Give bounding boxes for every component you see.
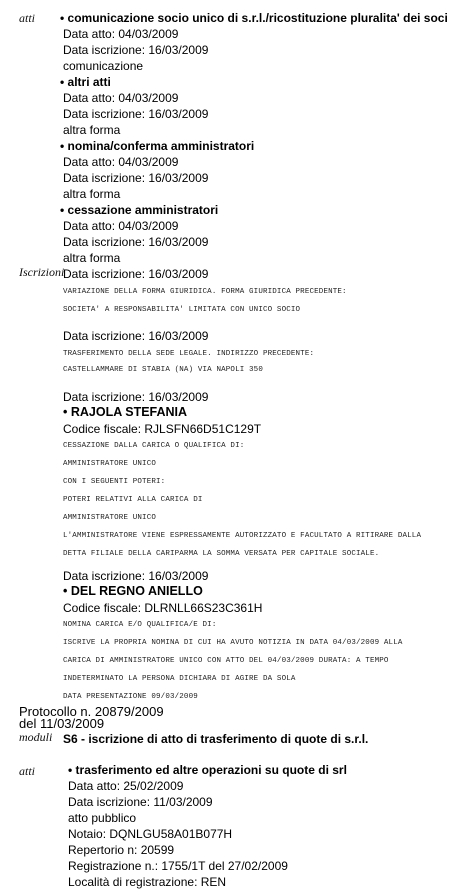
atto-data-iscrizione: Data iscrizione: 16/03/2009 <box>63 43 209 57</box>
atti-label: atti <box>19 11 36 25</box>
atto-forma: altra forma <box>63 123 121 137</box>
iscrizione-text: DETTA FILIALE DELLA CARIPARMA LA SOMMA VERSATA PER CAPITALE SOCIALE. <box>63 550 380 558</box>
iscrizione-text: CASTELLAMMARE DI STABIA (NA) VIA NAPOLI 350 <box>63 366 263 374</box>
atto-data: Data atto: 04/03/2009 <box>63 219 179 233</box>
iscrizione-text: DATA PRESENTAZIONE 09/03/2009 <box>63 693 198 701</box>
iscrizione-text: ISCRIVE LA PROPRIA NOMINA DI CUI HA AVUTO NOTIZIA IN DATA 04/03/2009 ALLA <box>63 639 403 647</box>
iscrizione-text: AMMINISTRATORE UNICO <box>63 460 157 468</box>
atto-forma: altra forma <box>63 187 121 201</box>
atto-detail: Registrazione n.: 1755/1T del 27/02/2009 <box>68 859 288 873</box>
atto-title: • trasferimento ed altre operazioni su quote di srl <box>68 763 347 777</box>
iscrizione-text: NOMINA CARICA E/O QUALIFICA/E DI: <box>63 621 217 629</box>
iscrizione-data: Data iscrizione: 16/03/2009 <box>63 267 209 281</box>
iscrizione-data: Data iscrizione: 16/03/2009 <box>63 329 209 343</box>
protocollo-date: del 11/03/2009 <box>19 716 105 731</box>
iscrizione-text: TRASFERIMENTO DELLA SEDE LEGALE. INDIRIZZO PRECEDENTE: <box>63 350 315 358</box>
atto-data-iscrizione: Data iscrizione: 16/03/2009 <box>63 235 209 249</box>
atto-detail: Notaio: DQNLGU58A01B077H <box>68 827 233 841</box>
iscrizione-text: INDETERMINATO LA PERSONA DICHIARA DI AGIRE DA SOLA <box>63 675 296 683</box>
iscrizione-data: Data iscrizione: 16/03/2009 <box>63 569 209 583</box>
iscrizione-text: POTERI RELATIVI ALLA CARICA DI <box>63 496 203 504</box>
iscrizione-data: Data iscrizione: 16/03/2009 <box>63 390 209 404</box>
atto-detail: Data iscrizione: 11/03/2009 <box>68 795 213 809</box>
modulo-title: S6 - iscrizione di atto di trasferimento di quote di s.r.l. <box>63 732 369 746</box>
atto-forma: comunicazione <box>63 59 144 73</box>
iscrizione-text: CESSAZIONE DALLA CARICA O QUALIFICA DI: <box>63 442 245 450</box>
iscrizione-text: SOCIETA' A RESPONSABILITA' LIMITATA CON UNICO SOCIO <box>63 306 301 314</box>
atto-detail: Località di registrazione: REN <box>68 875 227 889</box>
iscrizione-text: CON I SEGUENTI POTERI: <box>63 478 166 486</box>
atto-detail: atto pubblico <box>68 811 137 825</box>
person-name: • DEL REGNO ANIELLO <box>63 584 203 598</box>
iscrizione-text: VARIAZIONE DELLA FORMA GIURIDICA. FORMA GIURIDICA PRECEDENTE: <box>63 288 347 296</box>
atto-detail: Data atto: 25/02/2009 <box>68 779 184 793</box>
atto-data: Data atto: 04/03/2009 <box>63 27 179 41</box>
codice-fiscale: Codice fiscale: RJLSFN66D51C129T <box>63 422 262 436</box>
iscrizioni-label: Iscrizioni <box>19 265 65 279</box>
atto-detail: Repertorio n: 20599 <box>68 843 175 857</box>
person-name: • RAJOLA STEFANIA <box>63 405 188 419</box>
protocollo-number: Protocollo n. 20879/2009 <box>19 704 164 719</box>
atto-data: Data atto: 04/03/2009 <box>63 91 179 105</box>
atto-title: • nomina/conferma amministratori <box>60 139 255 153</box>
moduli-label: moduli <box>19 730 53 744</box>
iscrizione-text: AMMINISTRATORE UNICO <box>63 514 157 522</box>
atto-title: • cessazione amministratori <box>60 203 219 217</box>
atto-data: Data atto: 04/03/2009 <box>63 155 179 169</box>
codice-fiscale: Codice fiscale: DLRNLL66S23C361H <box>63 601 263 615</box>
atto-title: • comunicazione socio unico di s.r.l./ricostituzione pluralita' dei soci <box>60 11 448 25</box>
iscrizione-text: CARICA DI AMMINISTRATORE UNICO CON ATTO DEL 04/03/2009 DURATA: A TEMPO <box>63 657 389 665</box>
atti-label-2: atti <box>19 764 36 778</box>
atto-data-iscrizione: Data iscrizione: 16/03/2009 <box>63 107 209 121</box>
iscrizione-text: L'AMMINISTRATORE VIENE ESPRESSAMENTE AUTORIZZATO E FACULTATO A RITIRARE DALLA <box>63 532 422 540</box>
atto-data-iscrizione: Data iscrizione: 16/03/2009 <box>63 171 209 185</box>
atto-title: • altri atti <box>60 75 111 89</box>
atto-forma: altra forma <box>63 251 121 265</box>
